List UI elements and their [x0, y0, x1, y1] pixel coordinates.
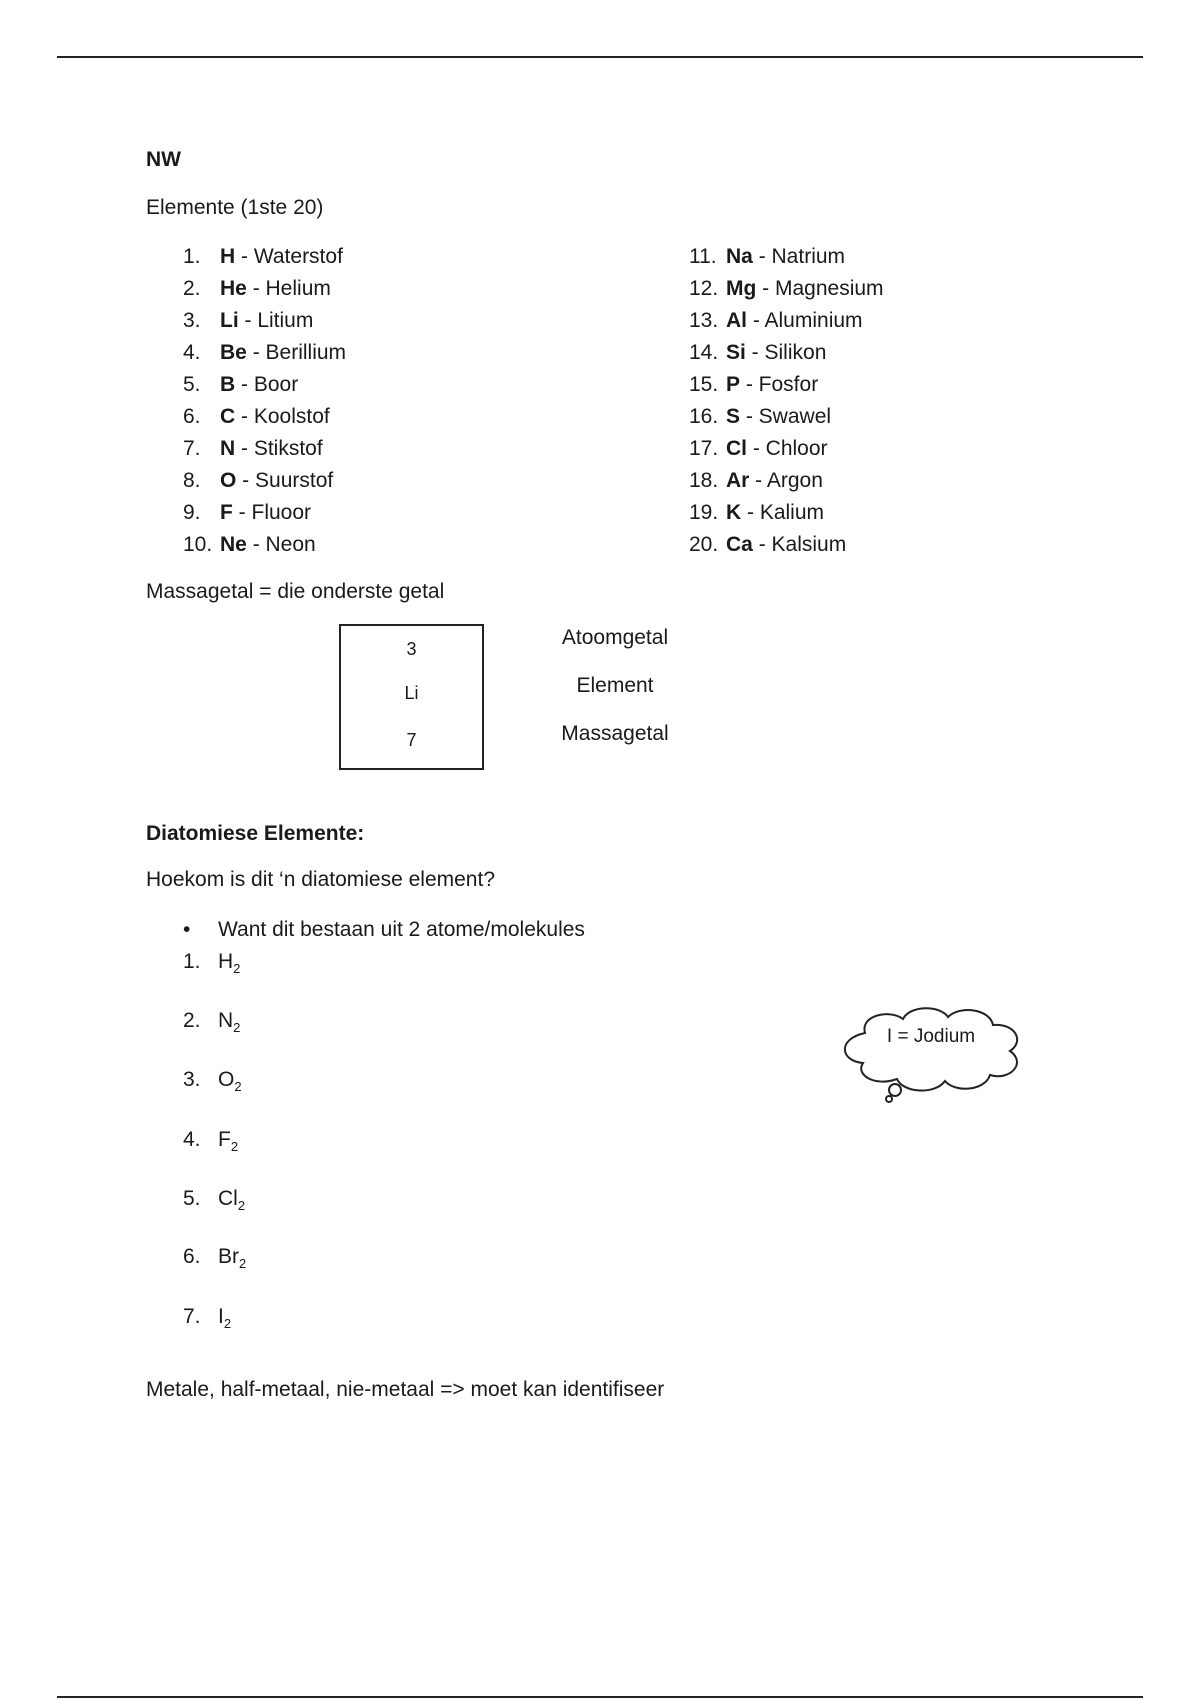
element-cell-box — [339, 624, 484, 770]
label-atomic-number: Atoomgetal — [561, 626, 669, 649]
label-element: Element — [576, 674, 654, 697]
elements-list-left — [183, 241, 346, 561]
element-row: 18. Ar - Argon — [689, 469, 823, 492]
bottom-rule — [57, 1696, 1143, 1698]
element-row: 8. O - Suurstof — [183, 469, 334, 492]
cell-symbol: Li — [404, 683, 419, 703]
list-item: 2. $N_2$ — [183, 1009, 241, 1036]
element-row: 5. B - Boor — [183, 373, 299, 396]
list-item: 4. $F_2$ — [183, 1128, 239, 1155]
element-row: 4. Be - Berillium — [183, 341, 347, 364]
element-row: 12. Mg - Magnesium — [689, 277, 884, 300]
element-row: 13. Al - Aluminium — [689, 309, 863, 332]
element-row: 10. Ne - Neon — [183, 533, 316, 556]
mass-number-note: Massagetal = die onderste getal — [146, 580, 445, 603]
list-item: 3. $O_2$ — [183, 1068, 242, 1095]
bullet-icon: • — [183, 918, 191, 941]
list-item: 5. $Cl_2$ — [183, 1187, 246, 1214]
element-row: 2. He - Helium — [183, 277, 331, 300]
diatomic-heading: Diatomiese Elemente: — [146, 822, 365, 845]
cloud-note: I = Jodium — [886, 1026, 976, 1047]
element-row: 3. Li - Litium — [183, 309, 314, 332]
element-row: 9. F - Fluoor — [183, 501, 312, 524]
element-row: 19. K - Kalium — [689, 501, 825, 524]
top-rule — [57, 56, 1143, 58]
element-row: 6. C - Koolstof — [183, 405, 330, 428]
label-mass-number: Massagetal — [561, 722, 669, 745]
diatomic-question: Hoekom is dit ‘n diatomiese element? — [146, 868, 496, 891]
cell-mass-number: 7 — [406, 730, 417, 750]
list-item: 7. $I_2$ — [183, 1305, 232, 1332]
elements-list-right — [689, 241, 884, 561]
element-row: 14. Si - Silikon — [689, 341, 827, 364]
element-row: 16. S - Swawel — [689, 405, 832, 428]
list-item: 6. $Br_2$ — [183, 1245, 247, 1272]
cell-atomic-number: 3 — [406, 639, 417, 659]
element-row: 15. P - Fosfor — [689, 373, 819, 396]
elements-title: Elemente (1ste 20) — [146, 196, 324, 219]
list-item: 1. $H_2$ — [183, 950, 241, 977]
footer-note: Metale, half-metaal, nie-metaal => moet kan identifiseer — [146, 1378, 665, 1401]
thought-cloud-icon — [835, 1003, 1030, 1103]
diatomic-bullet: • Want dit bestaan uit 2 atome/molekules — [183, 918, 585, 941]
element-row: 1. H - Waterstof — [183, 245, 343, 268]
element-row: 20. Ca - Kalsium — [689, 533, 847, 556]
page-title: NW — [146, 148, 181, 171]
element-row: 17. Cl - Chloor — [689, 437, 828, 460]
element-row: 11. Na - Natrium — [689, 245, 846, 268]
element-row: 7. N - Stikstof — [183, 437, 323, 460]
